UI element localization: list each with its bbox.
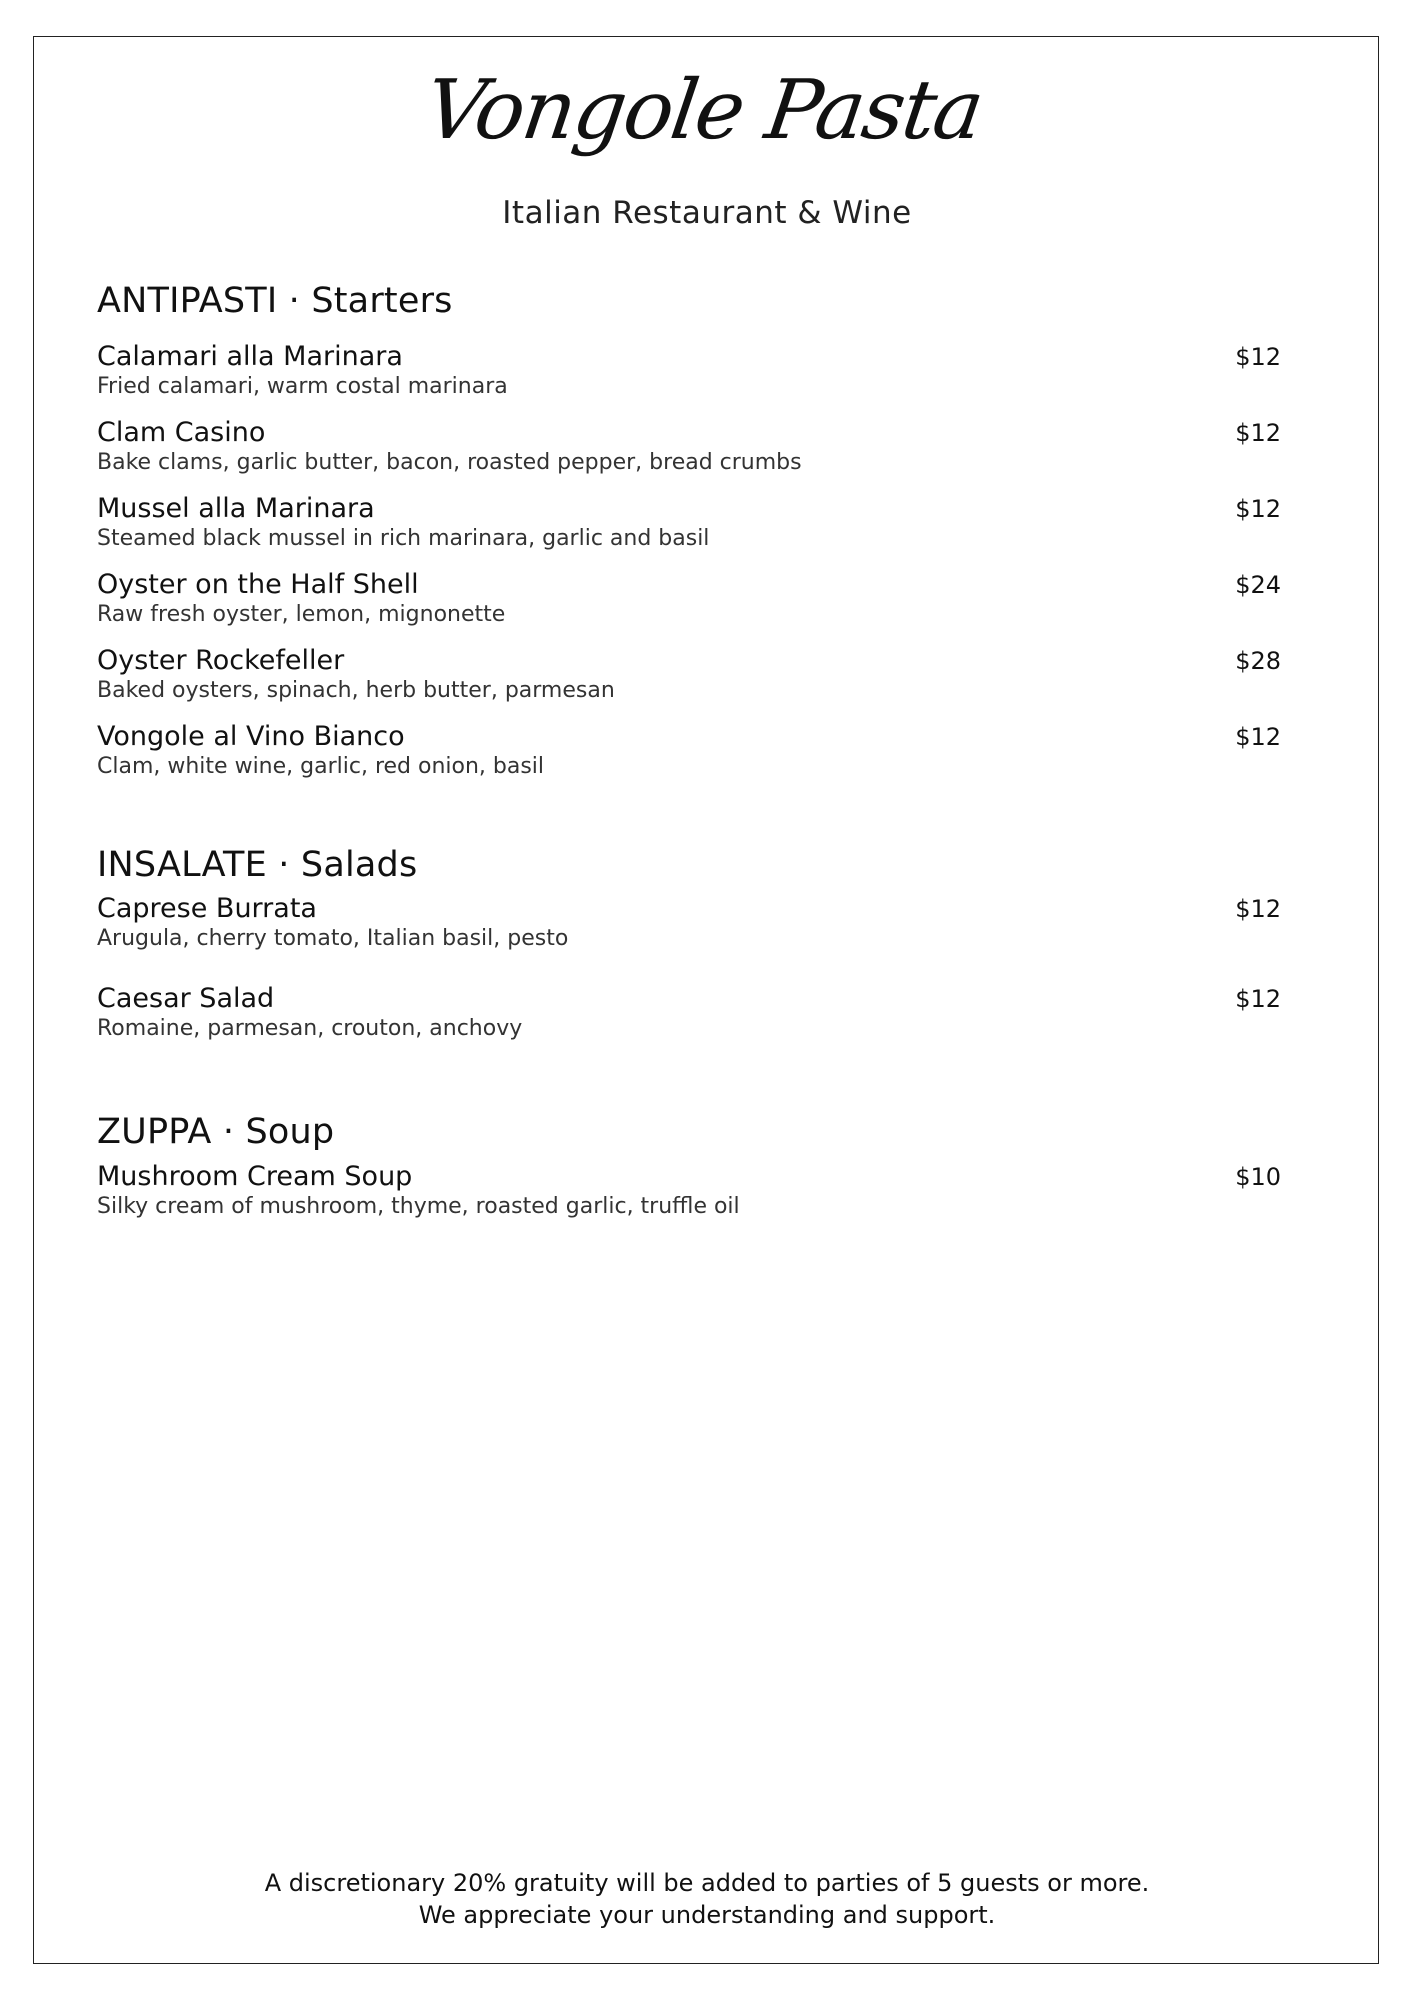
menu-item xyxy=(97,418,1287,476)
item-price: $28 xyxy=(1235,647,1281,675)
menu-item xyxy=(97,722,1287,780)
item-description: Silky cream of mushroom, thyme, roasted garlic, truffle oil xyxy=(97,1193,740,1219)
menu-item xyxy=(97,984,1287,1042)
menu-section-insalate xyxy=(97,845,1287,885)
menu-item xyxy=(97,646,1287,704)
item-description: Steamed black mussel in rich marinara, garlic and basil xyxy=(97,525,710,551)
item-name: Oyster on the Half Shell xyxy=(97,569,419,600)
item-price: $12 xyxy=(1235,419,1281,447)
item-price: $12 xyxy=(1235,495,1281,523)
item-name: Oyster Rockefeller xyxy=(97,645,345,676)
brand-logo xyxy=(0,63,1414,158)
restaurant-tagline: Italian Restaurant & Wine xyxy=(502,195,912,231)
item-name: Caprese Burrata xyxy=(97,893,317,924)
item-name: Clam Casino xyxy=(97,417,266,448)
item-description: Arugula, cherry tomato, Italian basil, pesto xyxy=(97,925,569,951)
item-price: $12 xyxy=(1235,723,1281,751)
item-name: Mushroom Cream Soup xyxy=(97,1161,413,1192)
gratuity-notice-line: A discretionary 20% gratuity will be added to parties of 5 guests or more. xyxy=(264,1869,1150,1897)
item-description: Fried calamari, warm costal marinara xyxy=(97,373,508,399)
item-price: $24 xyxy=(1235,571,1281,599)
menu-item xyxy=(97,1162,1287,1220)
restaurant-name: Vongole Pasta xyxy=(418,63,988,158)
item-name: Vongole al Vino Bianco xyxy=(97,721,405,752)
menu-section-zuppa xyxy=(97,1112,1287,1152)
item-price: $12 xyxy=(1235,343,1281,371)
item-price: $12 xyxy=(1235,895,1281,923)
item-description: Raw fresh oyster, lemon, mignonette xyxy=(97,601,506,627)
menu-item xyxy=(97,570,1287,628)
item-name: Mussel alla Marinara xyxy=(97,493,375,524)
section-title: ZUPPA · Soup xyxy=(97,1112,335,1152)
item-description: Clam, white wine, garlic, red onion, basil xyxy=(97,753,545,779)
gratuity-notice-line: We appreciate your understanding and support. xyxy=(418,1900,996,1929)
menu-item xyxy=(97,494,1287,552)
gratuity-notice xyxy=(0,1868,1414,1932)
item-description: Baked oysters, spinach, herb butter, parmesan xyxy=(97,677,615,703)
item-name: Caesar Salad xyxy=(97,983,275,1014)
item-price: $12 xyxy=(1235,985,1281,1013)
item-description: Romaine, parmesan, crouton, anchovy xyxy=(97,1015,523,1041)
menu-section-antipasti xyxy=(97,281,1287,321)
menu-item xyxy=(97,342,1287,400)
section-title: INSALATE · Salads xyxy=(97,845,418,885)
menu-item xyxy=(97,894,1287,952)
item-name: Calamari alla Marinara xyxy=(97,341,403,372)
section-title: ANTIPASTI · Starters xyxy=(97,281,453,321)
item-description: Bake clams, garlic butter, bacon, roasted pepper, bread crumbs xyxy=(97,449,802,475)
item-price: $10 xyxy=(1235,1163,1281,1191)
